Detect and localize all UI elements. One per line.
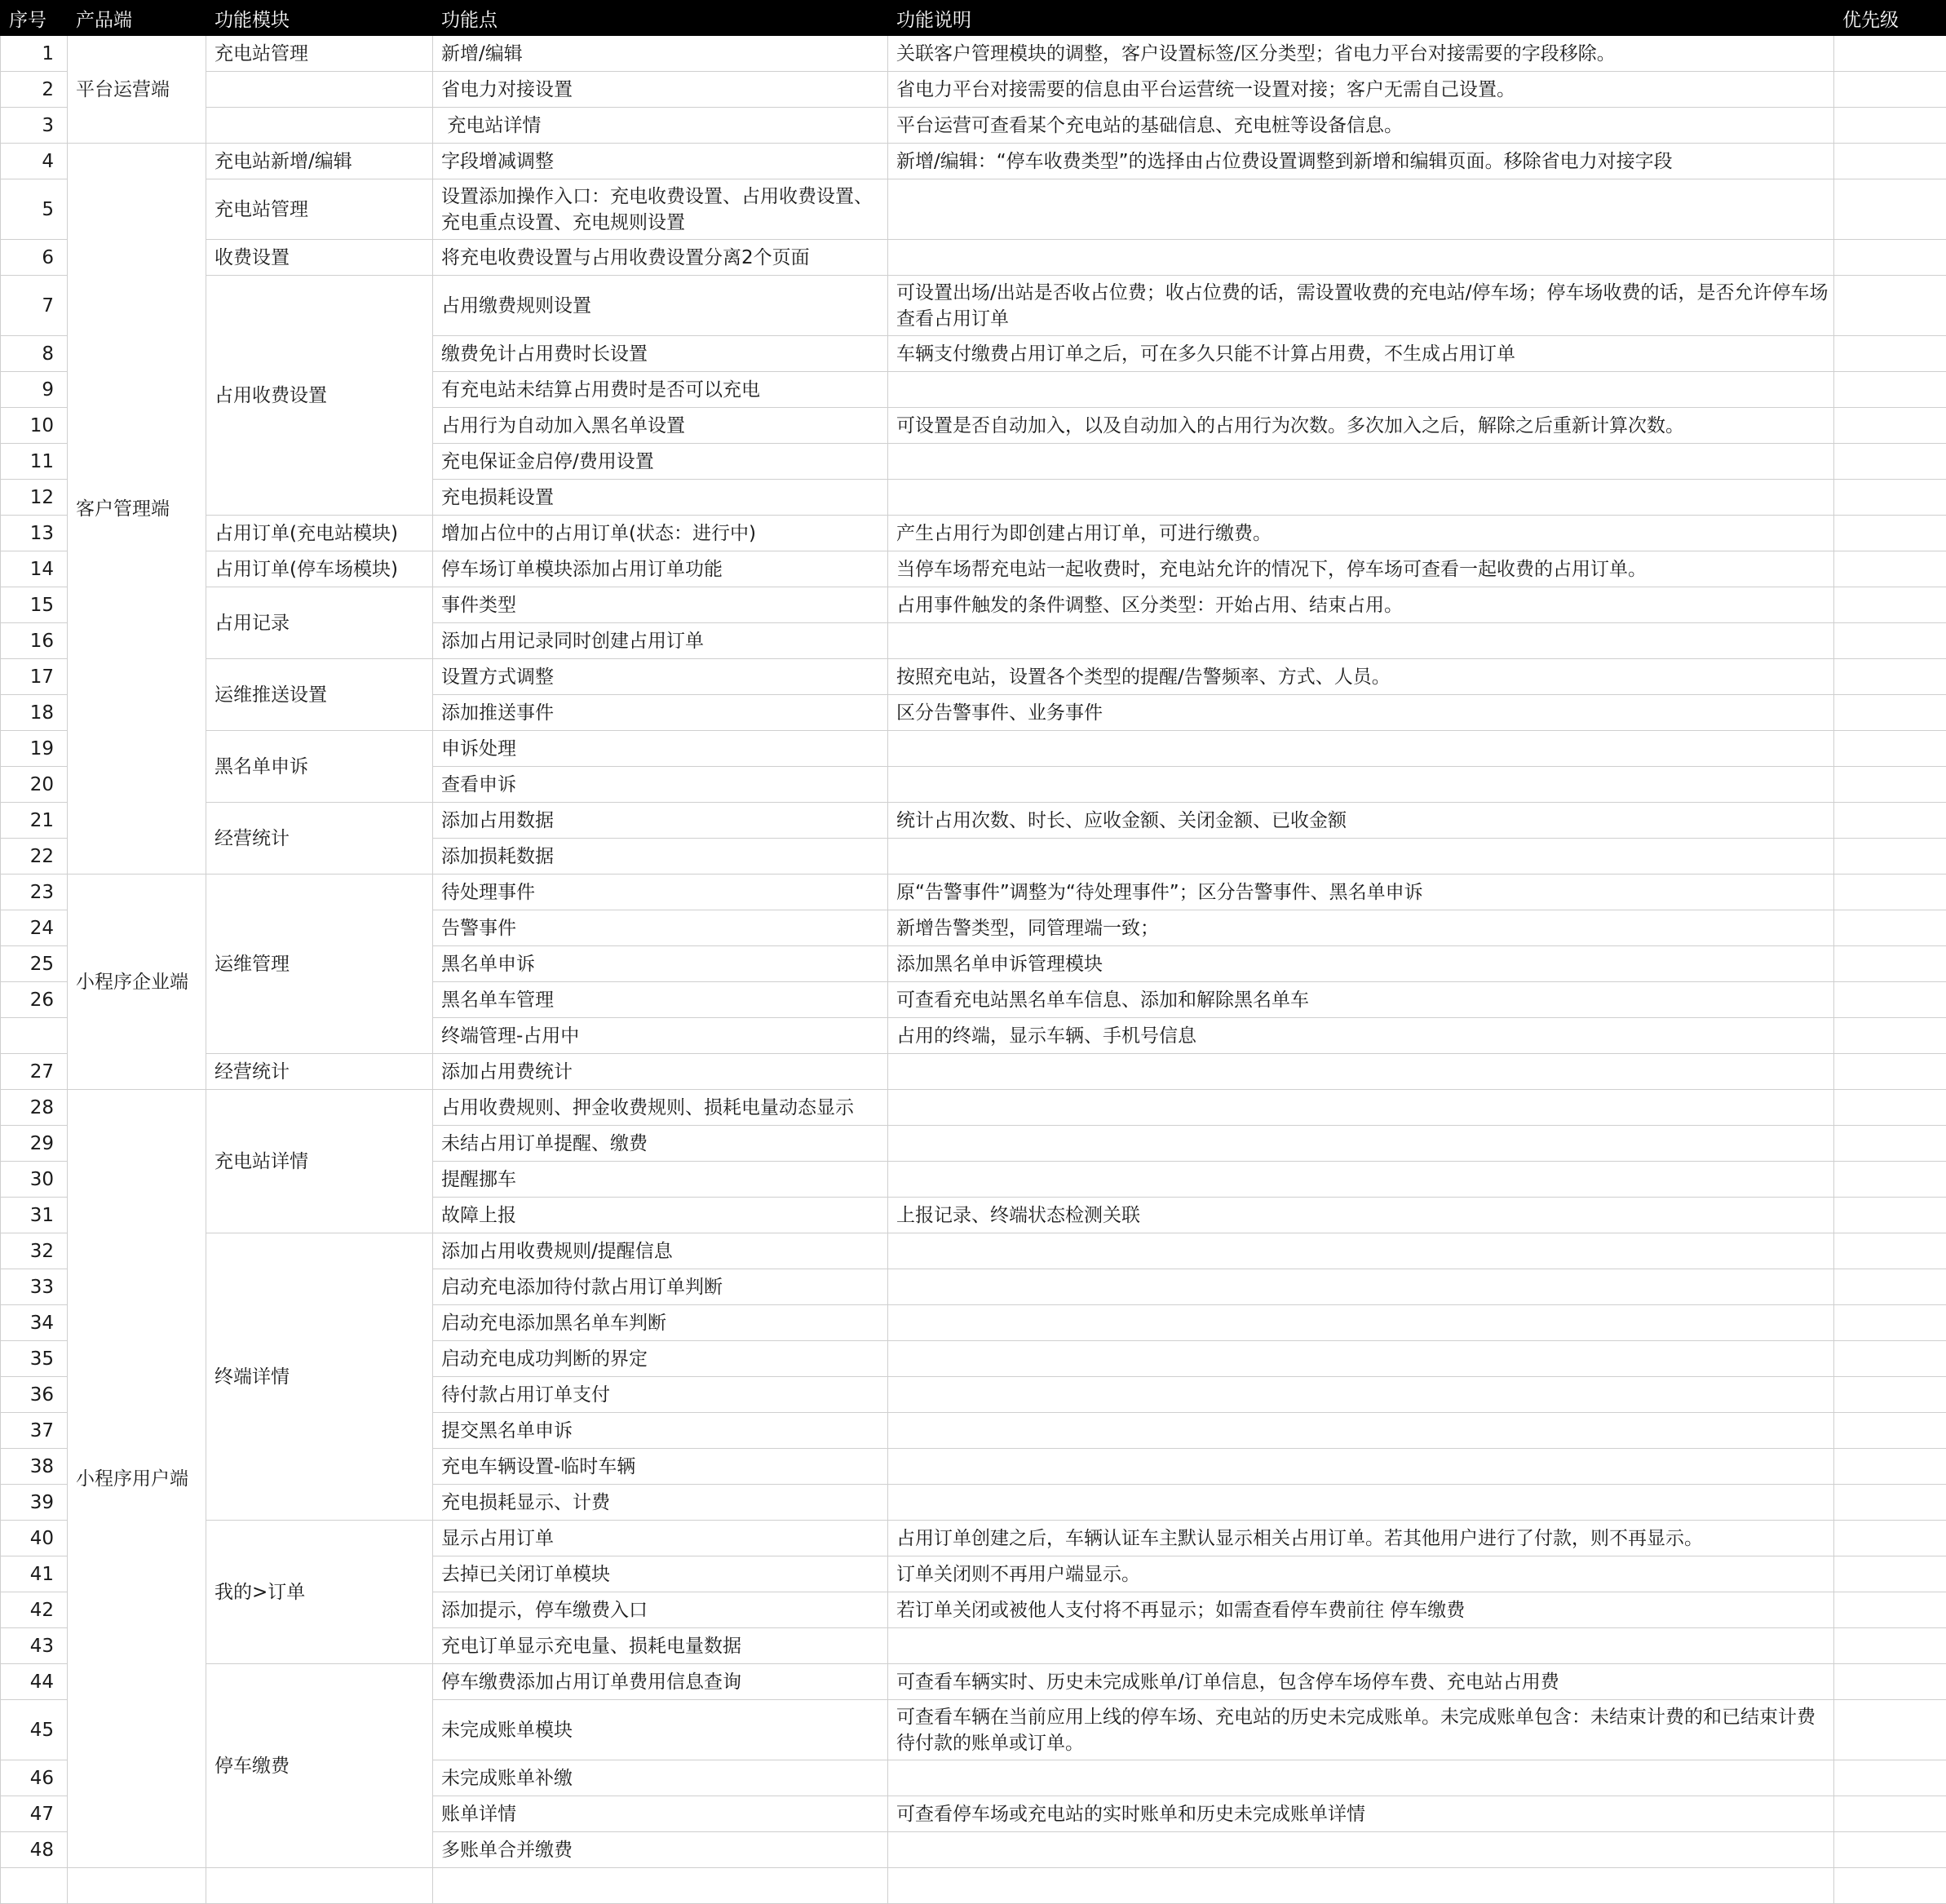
table-row [1, 587, 1946, 623]
cell-feature-point[interactable]: 提醒挪车 [433, 1162, 888, 1198]
cell-feature-point[interactable]: 停车场订单模块添加占用订单功能 [433, 551, 888, 587]
cell-priority[interactable] [1834, 767, 1946, 803]
header-priority[interactable]: 优先级 [1834, 1, 1946, 36]
cell-module[interactable]: 经营统计 [206, 803, 433, 875]
cell-feature-point[interactable] [433, 1868, 888, 1904]
cell-feature-point[interactable]: 充电订单显示充电量、损耗电量数据 [433, 1628, 888, 1664]
cell-module[interactable]: 我的>订单 [206, 1521, 433, 1664]
cell-description[interactable] [888, 1126, 1834, 1162]
cell-feature-point[interactable]: 未完成账单补缴 [433, 1760, 888, 1796]
cell-priority[interactable] [1834, 276, 1946, 336]
cell-feature-point[interactable]: 新增/编辑 [433, 36, 888, 72]
cell-description[interactable] [888, 1868, 1834, 1904]
cell-seq[interactable]: 42 [1, 1592, 68, 1628]
cell-seq[interactable]: 12 [1, 480, 68, 516]
cell-seq[interactable]: 40 [1, 1521, 68, 1556]
cell-priority[interactable] [1834, 72, 1946, 108]
cell-feature-point[interactable]: 充电车辆设置-临时车辆 [433, 1449, 888, 1485]
cell-seq[interactable]: 34 [1, 1305, 68, 1341]
cell-module[interactable]: 占用订单(停车场模块) [206, 551, 433, 587]
cell-feature-point[interactable]: 未结占用订单提醒、缴费 [433, 1126, 888, 1162]
cell-description[interactable]: 添加黑名单申诉管理模块 [888, 946, 1834, 982]
cell-feature-point[interactable]: 将充电收费设置与占用收费设置分离2个页面 [433, 240, 888, 276]
table-row [1, 72, 1946, 108]
table-row [1, 36, 1946, 72]
cell-seq[interactable]: 30 [1, 1162, 68, 1198]
cell-feature-point[interactable]: 账单详情 [433, 1796, 888, 1832]
cell-seq[interactable]: 46 [1, 1760, 68, 1796]
cell-description[interactable] [888, 372, 1834, 408]
cell-priority[interactable] [1834, 1592, 1946, 1628]
cell-feature-point[interactable]: 占用缴费规则设置 [433, 276, 888, 336]
cell-priority[interactable] [1834, 659, 1946, 695]
cell-priority[interactable] [1834, 1377, 1946, 1413]
cell-feature-point[interactable]: 显示占用订单 [433, 1521, 888, 1556]
cell-priority[interactable] [1834, 240, 1946, 276]
cell-description[interactable] [888, 767, 1834, 803]
table-row [1, 144, 1946, 179]
cell-priority[interactable] [1834, 1341, 1946, 1377]
cell-description[interactable]: 车辆支付缴费占用订单之后，可在多久只能不计算占用费，不生成占用订单 [888, 336, 1834, 372]
cell-priority[interactable] [1834, 910, 1946, 946]
cell-seq[interactable]: 7 [1, 276, 68, 336]
cell-seq[interactable]: 13 [1, 516, 68, 551]
cell-seq[interactable]: 16 [1, 623, 68, 659]
table-row [1, 240, 1946, 276]
cell-priority[interactable] [1834, 982, 1946, 1018]
cell-feature-point[interactable]: 添加占用数据 [433, 803, 888, 839]
cell-priority[interactable] [1834, 1760, 1946, 1796]
cell-seq[interactable]: 10 [1, 408, 68, 444]
cell-module[interactable]: 经营统计 [206, 1054, 433, 1090]
cell-seq[interactable]: 4 [1, 144, 68, 179]
cell-seq[interactable]: 23 [1, 875, 68, 910]
cell-priority[interactable] [1834, 1485, 1946, 1521]
cell-seq[interactable]: 21 [1, 803, 68, 839]
cell-feature-point[interactable]: 字段增减调整 [433, 144, 888, 179]
table-row [1, 108, 1946, 144]
cell-module[interactable]: 占用收费设置 [206, 276, 433, 516]
cell-feature-point[interactable]: 多账单合并缴费 [433, 1832, 888, 1868]
table-row [1, 1054, 1946, 1090]
cell-priority[interactable] [1834, 587, 1946, 623]
cell-priority[interactable] [1834, 1090, 1946, 1126]
cell-seq[interactable] [1, 1868, 68, 1904]
cell-seq[interactable]: 8 [1, 336, 68, 372]
table-row [1, 803, 1946, 839]
cell-seq[interactable]: 27 [1, 1054, 68, 1090]
cell-priority[interactable] [1834, 108, 1946, 144]
cell-feature-point[interactable]: 待处理事件 [433, 875, 888, 910]
cell-priority[interactable] [1834, 731, 1946, 767]
table-row [1, 731, 1946, 767]
cell-feature-point[interactable]: 省电力对接设置 [433, 72, 888, 108]
cell-description[interactable]: 当停车场帮充电站一起收费时，充电站允许的情况下，停车场可查看一起收费的占用订单。 [888, 551, 1834, 587]
cell-feature-point[interactable]: 充电保证金启停/费用设置 [433, 444, 888, 480]
cell-seq[interactable]: 22 [1, 839, 68, 875]
cell-feature-point[interactable]: 占用行为自动加入黑名单设置 [433, 408, 888, 444]
header-seq[interactable]: 序号 [1, 1, 68, 36]
cell-module[interactable] [206, 108, 433, 144]
cell-feature-point[interactable]: 申诉处理 [433, 731, 888, 767]
cell-feature-point[interactable]: 故障上报 [433, 1198, 888, 1233]
cell-feature-point[interactable]: 缴费免计占用费时长设置 [433, 336, 888, 372]
cell-feature-point[interactable]: 启动充电添加待付款占用订单判断 [433, 1269, 888, 1305]
cell-priority[interactable] [1834, 1018, 1946, 1054]
cell-description[interactable]: 可查看停车场或充电站的实时账单和历史未完成账单详情 [888, 1796, 1834, 1832]
table-row [1, 551, 1946, 587]
cell-seq[interactable]: 5 [1, 179, 68, 240]
cell-priority[interactable] [1834, 1269, 1946, 1305]
cell-description[interactable]: 若订单关闭或被他人支付将不再显示；如需查看停车费前往 停车缴费 [888, 1592, 1834, 1628]
cell-product[interactable] [68, 1868, 206, 1904]
cell-priority[interactable] [1834, 408, 1946, 444]
cell-feature-point[interactable]: 停车缴费添加占用订单费用信息查询 [433, 1664, 888, 1700]
cell-priority[interactable] [1834, 1162, 1946, 1198]
cell-feature-point[interactable]: 未完成账单模块 [433, 1700, 888, 1760]
cell-priority[interactable] [1834, 803, 1946, 839]
cell-feature-point[interactable]: 启动充电成功判断的界定 [433, 1341, 888, 1377]
cell-feature-point[interactable]: 设置添加操作入口：充电收费设置、占用收费设置、充电重点设置、充电规则设置 [433, 179, 888, 240]
cell-description[interactable] [888, 731, 1834, 767]
cell-description[interactable]: 占用的终端，显示车辆、手机号信息 [888, 1018, 1834, 1054]
cell-module[interactable] [206, 72, 433, 108]
header-product[interactable]: 产品端 [68, 1, 206, 36]
cell-priority[interactable] [1834, 1868, 1946, 1904]
cell-description[interactable]: 可查看车辆实时、历史未完成账单/订单信息，包含停车场停车费、充电站占用费 [888, 1664, 1834, 1700]
cell-seq[interactable]: 2 [1, 72, 68, 108]
cell-description[interactable] [888, 1269, 1834, 1305]
cell-priority[interactable] [1834, 839, 1946, 875]
cell-module[interactable]: 收费设置 [206, 240, 433, 276]
cell-description[interactable] [888, 1090, 1834, 1126]
cell-feature-point[interactable]: 黑名单车管理 [433, 982, 888, 1018]
cell-priority[interactable] [1834, 516, 1946, 551]
cell-seq[interactable]: 17 [1, 659, 68, 695]
cell-module[interactable]: 充电站管理 [206, 36, 433, 72]
cell-seq[interactable]: 20 [1, 767, 68, 803]
cell-seq[interactable]: 11 [1, 444, 68, 480]
cell-feature-point[interactable]: 充电损耗设置 [433, 480, 888, 516]
cell-feature-point[interactable]: 去掉已关闭订单模块 [433, 1556, 888, 1592]
cell-module[interactable]: 充电站新增/编辑 [206, 144, 433, 179]
cell-description[interactable]: 订单关闭则不再用户端显示。 [888, 1556, 1834, 1592]
cell-priority[interactable] [1834, 1700, 1946, 1760]
cell-description[interactable]: 可查看车辆在当前应用上线的停车场、充电站的历史未完成账单。未完成账单包含：未结束计费的和已结束计费待付款的账单或订单。 [888, 1700, 1834, 1760]
cell-priority[interactable] [1834, 551, 1946, 587]
cell-module[interactable]: 运维管理 [206, 875, 433, 1054]
cell-seq[interactable]: 48 [1, 1832, 68, 1868]
cell-seq[interactable]: 29 [1, 1126, 68, 1162]
cell-priority[interactable] [1834, 1628, 1946, 1664]
cell-module[interactable]: 充电站管理 [206, 179, 433, 240]
cell-seq[interactable]: 9 [1, 372, 68, 408]
cell-seq[interactable]: 26 [1, 982, 68, 1018]
cell-description[interactable] [888, 240, 1834, 276]
cell-priority[interactable] [1834, 875, 1946, 910]
cell-description[interactable]: 产生占用行为即创建占用订单，可进行缴费。 [888, 516, 1834, 551]
cell-seq[interactable]: 37 [1, 1413, 68, 1449]
cell-product[interactable]: 平台运营端 [68, 36, 206, 144]
cell-feature-point[interactable]: 占用收费规则、押金收费规则、损耗电量动态显示 [433, 1090, 888, 1126]
cell-feature-point[interactable]: 添加推送事件 [433, 695, 888, 731]
cell-seq[interactable]: 45 [1, 1700, 68, 1760]
cell-priority[interactable] [1834, 36, 1946, 72]
cell-description[interactable]: 关联客户管理模块的调整，客户设置标签/区分类型；省电力平台对接需要的字段移除。 [888, 36, 1834, 72]
cell-seq[interactable]: 6 [1, 240, 68, 276]
header-module[interactable]: 功能模块 [206, 1, 433, 36]
cell-description[interactable] [888, 1832, 1834, 1868]
cell-priority[interactable] [1834, 336, 1946, 372]
cell-product[interactable]: 小程序用户端 [68, 1090, 206, 1868]
cell-seq[interactable]: 31 [1, 1198, 68, 1233]
cell-feature-point[interactable]: 充电损耗显示、计费 [433, 1485, 888, 1521]
cell-description[interactable]: 上报记录、终端状态检测关联 [888, 1198, 1834, 1233]
cell-module[interactable]: 运维推送设置 [206, 659, 433, 731]
table-body [1, 36, 1946, 1904]
cell-priority[interactable] [1834, 144, 1946, 179]
cell-module[interactable]: 黑名单申诉 [206, 731, 433, 803]
cell-priority[interactable] [1834, 372, 1946, 408]
table-row [1, 659, 1946, 695]
cell-priority[interactable] [1834, 1796, 1946, 1832]
cell-feature-point[interactable]: 黑名单申诉 [433, 946, 888, 982]
cell-seq[interactable]: 35 [1, 1341, 68, 1377]
cell-module[interactable]: 占用订单(充电站模块) [206, 516, 433, 551]
cell-description[interactable] [888, 1628, 1834, 1664]
cell-description[interactable] [888, 839, 1834, 875]
cell-feature-point[interactable]: 添加提示，停车缴费入口 [433, 1592, 888, 1628]
cell-description[interactable] [888, 1413, 1834, 1449]
cell-module[interactable]: 充电站详情 [206, 1090, 433, 1233]
cell-feature-point[interactable]: 提交黑名单申诉 [433, 1413, 888, 1449]
cell-priority[interactable] [1834, 444, 1946, 480]
cell-description[interactable] [888, 623, 1834, 659]
cell-priority[interactable] [1834, 1198, 1946, 1233]
cell-feature-point[interactable]: 添加损耗数据 [433, 839, 888, 875]
header-description[interactable]: 功能说明 [888, 1, 1834, 36]
cell-seq[interactable]: 47 [1, 1796, 68, 1832]
cell-description[interactable]: 占用事件触发的条件调整、区分类型：开始占用、结束占用。 [888, 587, 1834, 623]
table-row [1, 875, 1946, 910]
cell-feature-point[interactable]: 添加占用记录同时创建占用订单 [433, 623, 888, 659]
cell-module[interactable]: 终端详情 [206, 1233, 433, 1521]
cell-seq[interactable]: 39 [1, 1485, 68, 1521]
cell-seq[interactable]: 36 [1, 1377, 68, 1413]
cell-seq[interactable]: 25 [1, 946, 68, 982]
cell-seq[interactable]: 32 [1, 1233, 68, 1269]
cell-description[interactable]: 统计占用次数、时长、应收金额、关闭金额、已收金额 [888, 803, 1834, 839]
cell-description[interactable]: 平台运营可查看某个充电站的基础信息、充电桩等设备信息。 [888, 108, 1834, 144]
cell-module[interactable]: 占用记录 [206, 587, 433, 659]
table-row [1, 1868, 1946, 1904]
cell-feature-point[interactable]: 增加占位中的占用订单(状态：进行中) [433, 516, 888, 551]
cell-seq[interactable]: 1 [1, 36, 68, 72]
cell-module[interactable] [206, 1868, 433, 1904]
cell-feature-point[interactable]: 添加占用收费规则/提醒信息 [433, 1233, 888, 1269]
cell-priority[interactable] [1834, 623, 1946, 659]
cell-priority[interactable] [1834, 695, 1946, 731]
cell-product[interactable]: 客户管理端 [68, 144, 206, 875]
cell-feature-point[interactable]: 事件类型 [433, 587, 888, 623]
cell-description[interactable]: 占用订单创建之后，车辆认证车主默认显示相关占用订单。若其他用户进行了付款，则不再显示。 [888, 1521, 1834, 1556]
header-feature-point[interactable]: 功能点 [433, 1, 888, 36]
cell-description[interactable] [888, 1305, 1834, 1341]
table-row [1, 1664, 1946, 1700]
cell-priority[interactable] [1834, 946, 1946, 982]
cell-feature-point[interactable]: 有充电站未结算占用费时是否可以充电 [433, 372, 888, 408]
cell-seq[interactable]: 28 [1, 1090, 68, 1126]
cell-priority[interactable] [1834, 1305, 1946, 1341]
table-row [1, 1090, 1946, 1126]
cell-description[interactable] [888, 1485, 1834, 1521]
cell-feature-point[interactable]: 充电站详情 [433, 108, 888, 144]
cell-priority[interactable] [1834, 1233, 1946, 1269]
cell-description[interactable] [888, 444, 1834, 480]
cell-priority[interactable] [1834, 480, 1946, 516]
cell-feature-point[interactable]: 启动充电添加黑名单车判断 [433, 1305, 888, 1341]
cell-description[interactable] [888, 1449, 1834, 1485]
cell-seq[interactable]: 14 [1, 551, 68, 587]
cell-seq[interactable]: 38 [1, 1449, 68, 1485]
cell-description[interactable]: 可设置是否自动加入，以及自动加入的占用行为次数。多次加入之后，解除之后重新计算次数。 [888, 408, 1834, 444]
cell-description[interactable]: 新增告警类型，同管理端一致； [888, 910, 1834, 946]
cell-seq[interactable]: 44 [1, 1664, 68, 1700]
cell-priority[interactable] [1834, 1054, 1946, 1090]
cell-description[interactable]: 按照充电站，设置各个类型的提醒/告警频率、方式、人员。 [888, 659, 1834, 695]
cell-seq[interactable]: 41 [1, 1556, 68, 1592]
cell-priority[interactable] [1834, 1449, 1946, 1485]
cell-seq[interactable] [1, 1018, 68, 1054]
table-row [1, 276, 1946, 336]
cell-module[interactable]: 停车缴费 [206, 1664, 433, 1868]
cell-seq[interactable]: 24 [1, 910, 68, 946]
cell-seq[interactable]: 43 [1, 1628, 68, 1664]
header-row [1, 1, 1946, 36]
cell-description[interactable] [888, 480, 1834, 516]
table-row [1, 516, 1946, 551]
table-row [1, 1233, 1946, 1269]
cell-description[interactable]: 可设置出场/出站是否收占位费；收占位费的话，需设置收费的充电站/停车场；停车场收费的话，是否允许停车场查看占用订单 [888, 276, 1834, 336]
cell-priority[interactable] [1834, 1126, 1946, 1162]
cell-priority[interactable] [1834, 179, 1946, 240]
cell-feature-point[interactable]: 查看申诉 [433, 767, 888, 803]
cell-seq[interactable]: 19 [1, 731, 68, 767]
cell-feature-point[interactable]: 添加占用费统计 [433, 1054, 888, 1090]
cell-priority[interactable] [1834, 1413, 1946, 1449]
cell-feature-point[interactable]: 待付款占用订单支付 [433, 1377, 888, 1413]
cell-description[interactable] [888, 1054, 1834, 1090]
cell-seq[interactable]: 18 [1, 695, 68, 731]
cell-description[interactable] [888, 1377, 1834, 1413]
cell-feature-point[interactable]: 终端管理-占用中 [433, 1018, 888, 1054]
cell-description[interactable]: 可查看充电站黑名单车信息、添加和解除黑名单车 [888, 982, 1834, 1018]
cell-feature-point[interactable]: 告警事件 [433, 910, 888, 946]
cell-description[interactable] [888, 179, 1834, 240]
cell-seq[interactable]: 33 [1, 1269, 68, 1305]
cell-description[interactable] [888, 1341, 1834, 1377]
table-row [1, 179, 1946, 240]
cell-description[interactable] [888, 1162, 1834, 1198]
cell-description[interactable]: 区分告警事件、业务事件 [888, 695, 1834, 731]
cell-seq[interactable]: 15 [1, 587, 68, 623]
cell-description[interactable]: 新增/编辑：“停车收费类型”的选择由占位费设置调整到新增和编辑页面。移除省电力对接字段 [888, 144, 1834, 179]
cell-priority[interactable] [1834, 1521, 1946, 1556]
cell-priority[interactable] [1834, 1664, 1946, 1700]
cell-feature-point[interactable]: 设置方式调整 [433, 659, 888, 695]
cell-priority[interactable] [1834, 1832, 1946, 1868]
cell-priority[interactable] [1834, 1556, 1946, 1592]
cell-description[interactable] [888, 1760, 1834, 1796]
cell-seq[interactable]: 3 [1, 108, 68, 144]
cell-description[interactable]: 原“告警事件”调整为“待处理事件”；区分告警事件、黑名单申诉 [888, 875, 1834, 910]
cell-product[interactable]: 小程序企业端 [68, 875, 206, 1090]
cell-description[interactable] [888, 1233, 1834, 1269]
table-row [1, 1521, 1946, 1556]
cell-description[interactable]: 省电力平台对接需要的信息由平台运营统一设置对接；客户无需自己设置。 [888, 72, 1834, 108]
